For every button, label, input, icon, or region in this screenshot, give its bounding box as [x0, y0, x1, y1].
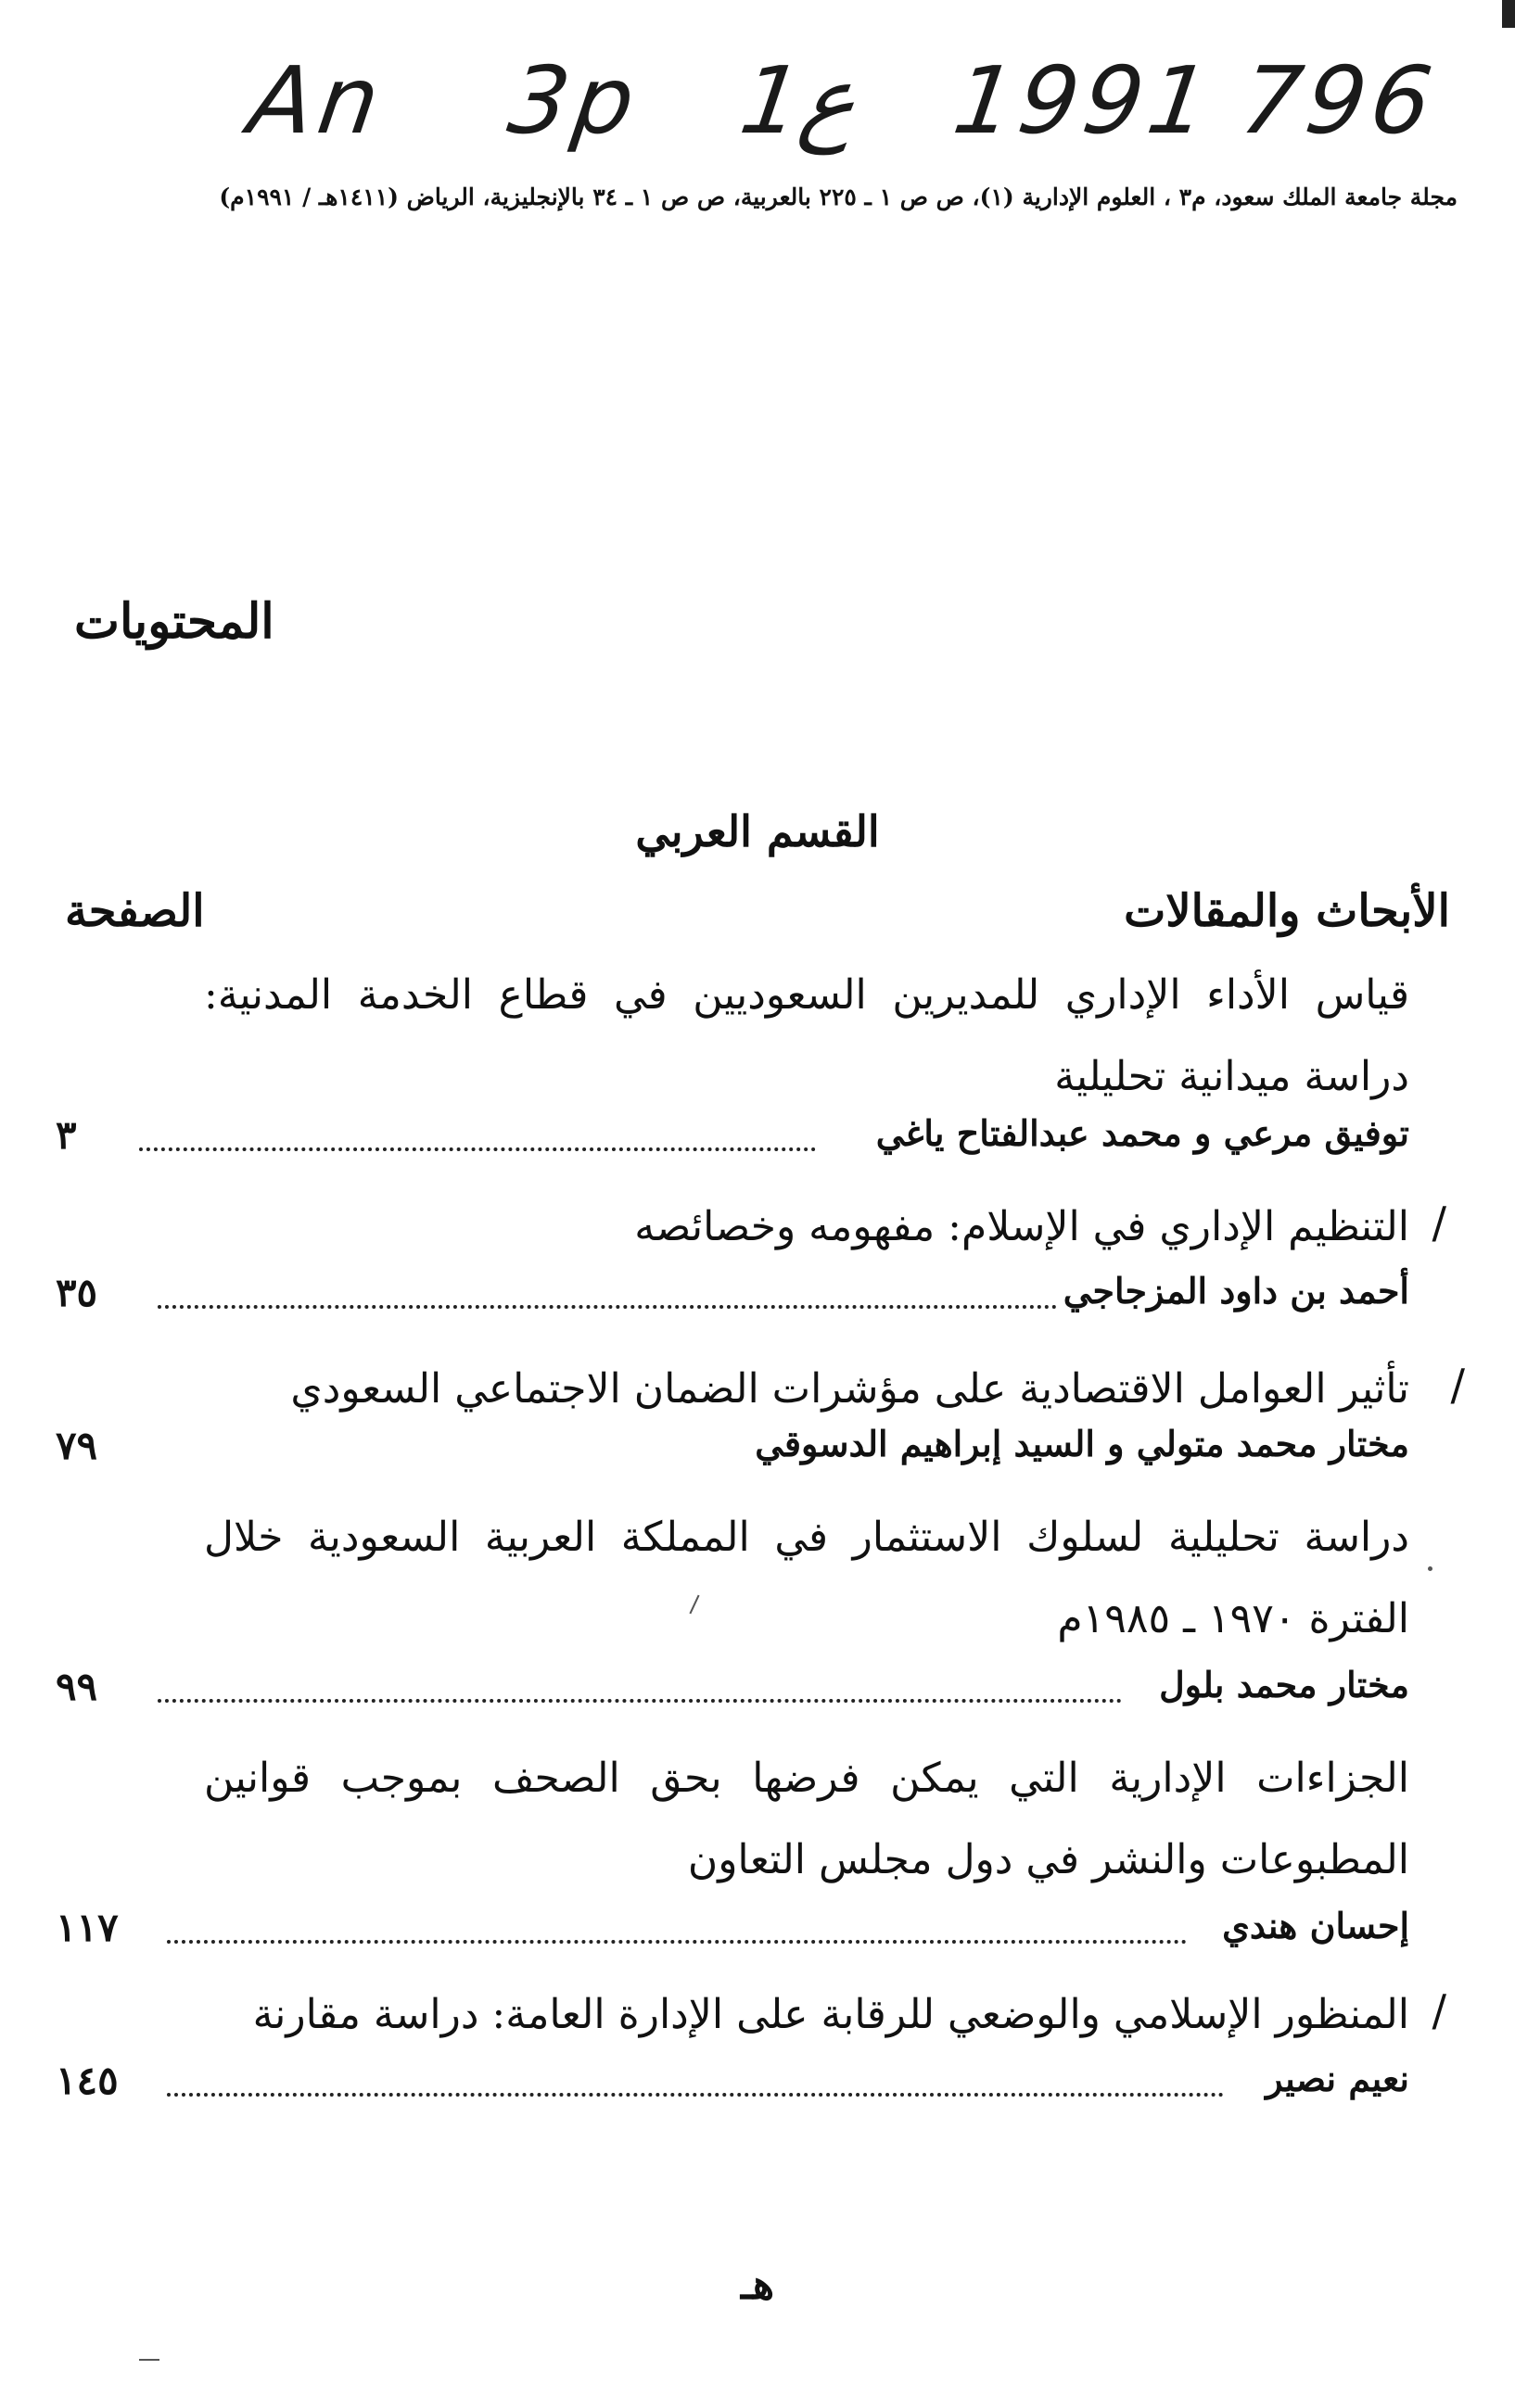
entry-author-row	[56, 1270, 1409, 1325]
entry-page-number: ٩٩	[56, 1664, 98, 1709]
handwritten-code-part: An	[242, 46, 392, 155]
entry-author: أحمد بن داود المزجاجي	[1063, 1270, 1409, 1312]
handwritten-code-part: 1991	[947, 46, 1221, 155]
entry-title: قياس الأداء الإداري للمديرين السعوديين في قطاع الخدمة المدنية: دراسة ميدانية تحليلية	[204, 971, 1409, 1100]
entry-author-row	[56, 1112, 1409, 1168]
handwritten-code-part: 796	[1234, 46, 1445, 155]
toc-entry	[56, 1738, 1419, 1960]
scan-speck	[1428, 1566, 1432, 1571]
checkmark-icon: /	[1450, 1360, 1465, 1410]
page-title: المحتويات	[74, 593, 274, 650]
entry-author-row	[56, 2058, 1409, 2113]
entry-author-row	[56, 1664, 1409, 1719]
dot-leader	[158, 1699, 1122, 1703]
section-title: القسم العربي	[635, 806, 880, 856]
handwritten-code-part: 1ع	[733, 46, 864, 155]
column-header-page: الصفحة	[65, 885, 205, 937]
entry-title: تأثير العوامل الاقتصادية على مؤشرات الضمان الاجتماعي السعودي	[290, 1365, 1409, 1413]
checkmark-icon: /	[1432, 1198, 1446, 1248]
journal-citation: مجلة جامعة الملك سعود، م٣ ، العلوم الإدارية (١)، ص ص ١ ـ ٢٢٥ بالعربية، ص ص ١ ـ ٣٤ بالإنجليزية، الرياض (١٤١١هـ / ١٩٩١م)	[219, 184, 1458, 210]
entry-title: الجزاءات الإدارية التي يمكن فرضها بحق الصحف بموجب قوانين المطبوعات والنشر في دول مجلس التعاون	[204, 1755, 1409, 1883]
entry-page-number: ٣	[56, 1112, 77, 1158]
entry-author-row	[56, 1905, 1409, 1960]
dot-leader	[158, 1305, 1057, 1309]
scan-edge-artifact	[1502, 0, 1515, 28]
handwritten-catalog-code	[242, 28, 1445, 167]
entry-page-number: ٧٩	[56, 1423, 98, 1468]
dot-leader	[139, 1147, 816, 1151]
scan-speck	[139, 2359, 159, 2361]
entry-page-number: ١١٧	[56, 1905, 119, 1950]
entry-author: مختار محمد بلول	[1159, 1664, 1409, 1705]
entry-page-number: ١٤٥	[56, 2058, 119, 2103]
handwritten-code-part: 3p	[502, 46, 647, 155]
entry-title: التنظيم الإداري في الإسلام: مفهومه وخصائصه	[634, 1203, 1409, 1250]
toc-entry	[56, 955, 1419, 1168]
entry-title: المنظور الإسلامي والوضعي للرقابة على الإدارة العامة: دراسة مقارنة	[252, 1991, 1409, 2038]
checkmark-icon: /	[1432, 1985, 1446, 2035]
toc-entry	[56, 1349, 1465, 1488]
entry-author: توفيق مرعي و محمد عبدالفتاح ياغي	[875, 1112, 1409, 1154]
dot-leader	[167, 2093, 1224, 2097]
entry-author: مختار محمد متولي و السيد إبراهيم الدسوقي	[755, 1423, 1409, 1464]
dot-leader	[167, 1940, 1187, 1944]
toc-entry	[56, 1974, 1446, 2113]
entry-page-row	[56, 1423, 1409, 1478]
page-footer-letter: هـ	[740, 2262, 775, 2309]
entry-page-number: ٣٥	[56, 1270, 98, 1315]
entry-title: دراسة تحليلية لسلوك الاستثمار في المملكة العربية السعودية خلال الفترة ١٩٧٠ ـ ١٩٨٥م	[204, 1514, 1409, 1642]
entry-author: إحسان هندي	[1222, 1905, 1409, 1946]
entry-author: نعيم نصير	[1266, 2058, 1409, 2099]
toc-entry	[56, 1497, 1419, 1719]
toc-entry	[56, 1186, 1446, 1325]
column-header-articles: الأبحاث والمقالات	[1124, 885, 1450, 937]
